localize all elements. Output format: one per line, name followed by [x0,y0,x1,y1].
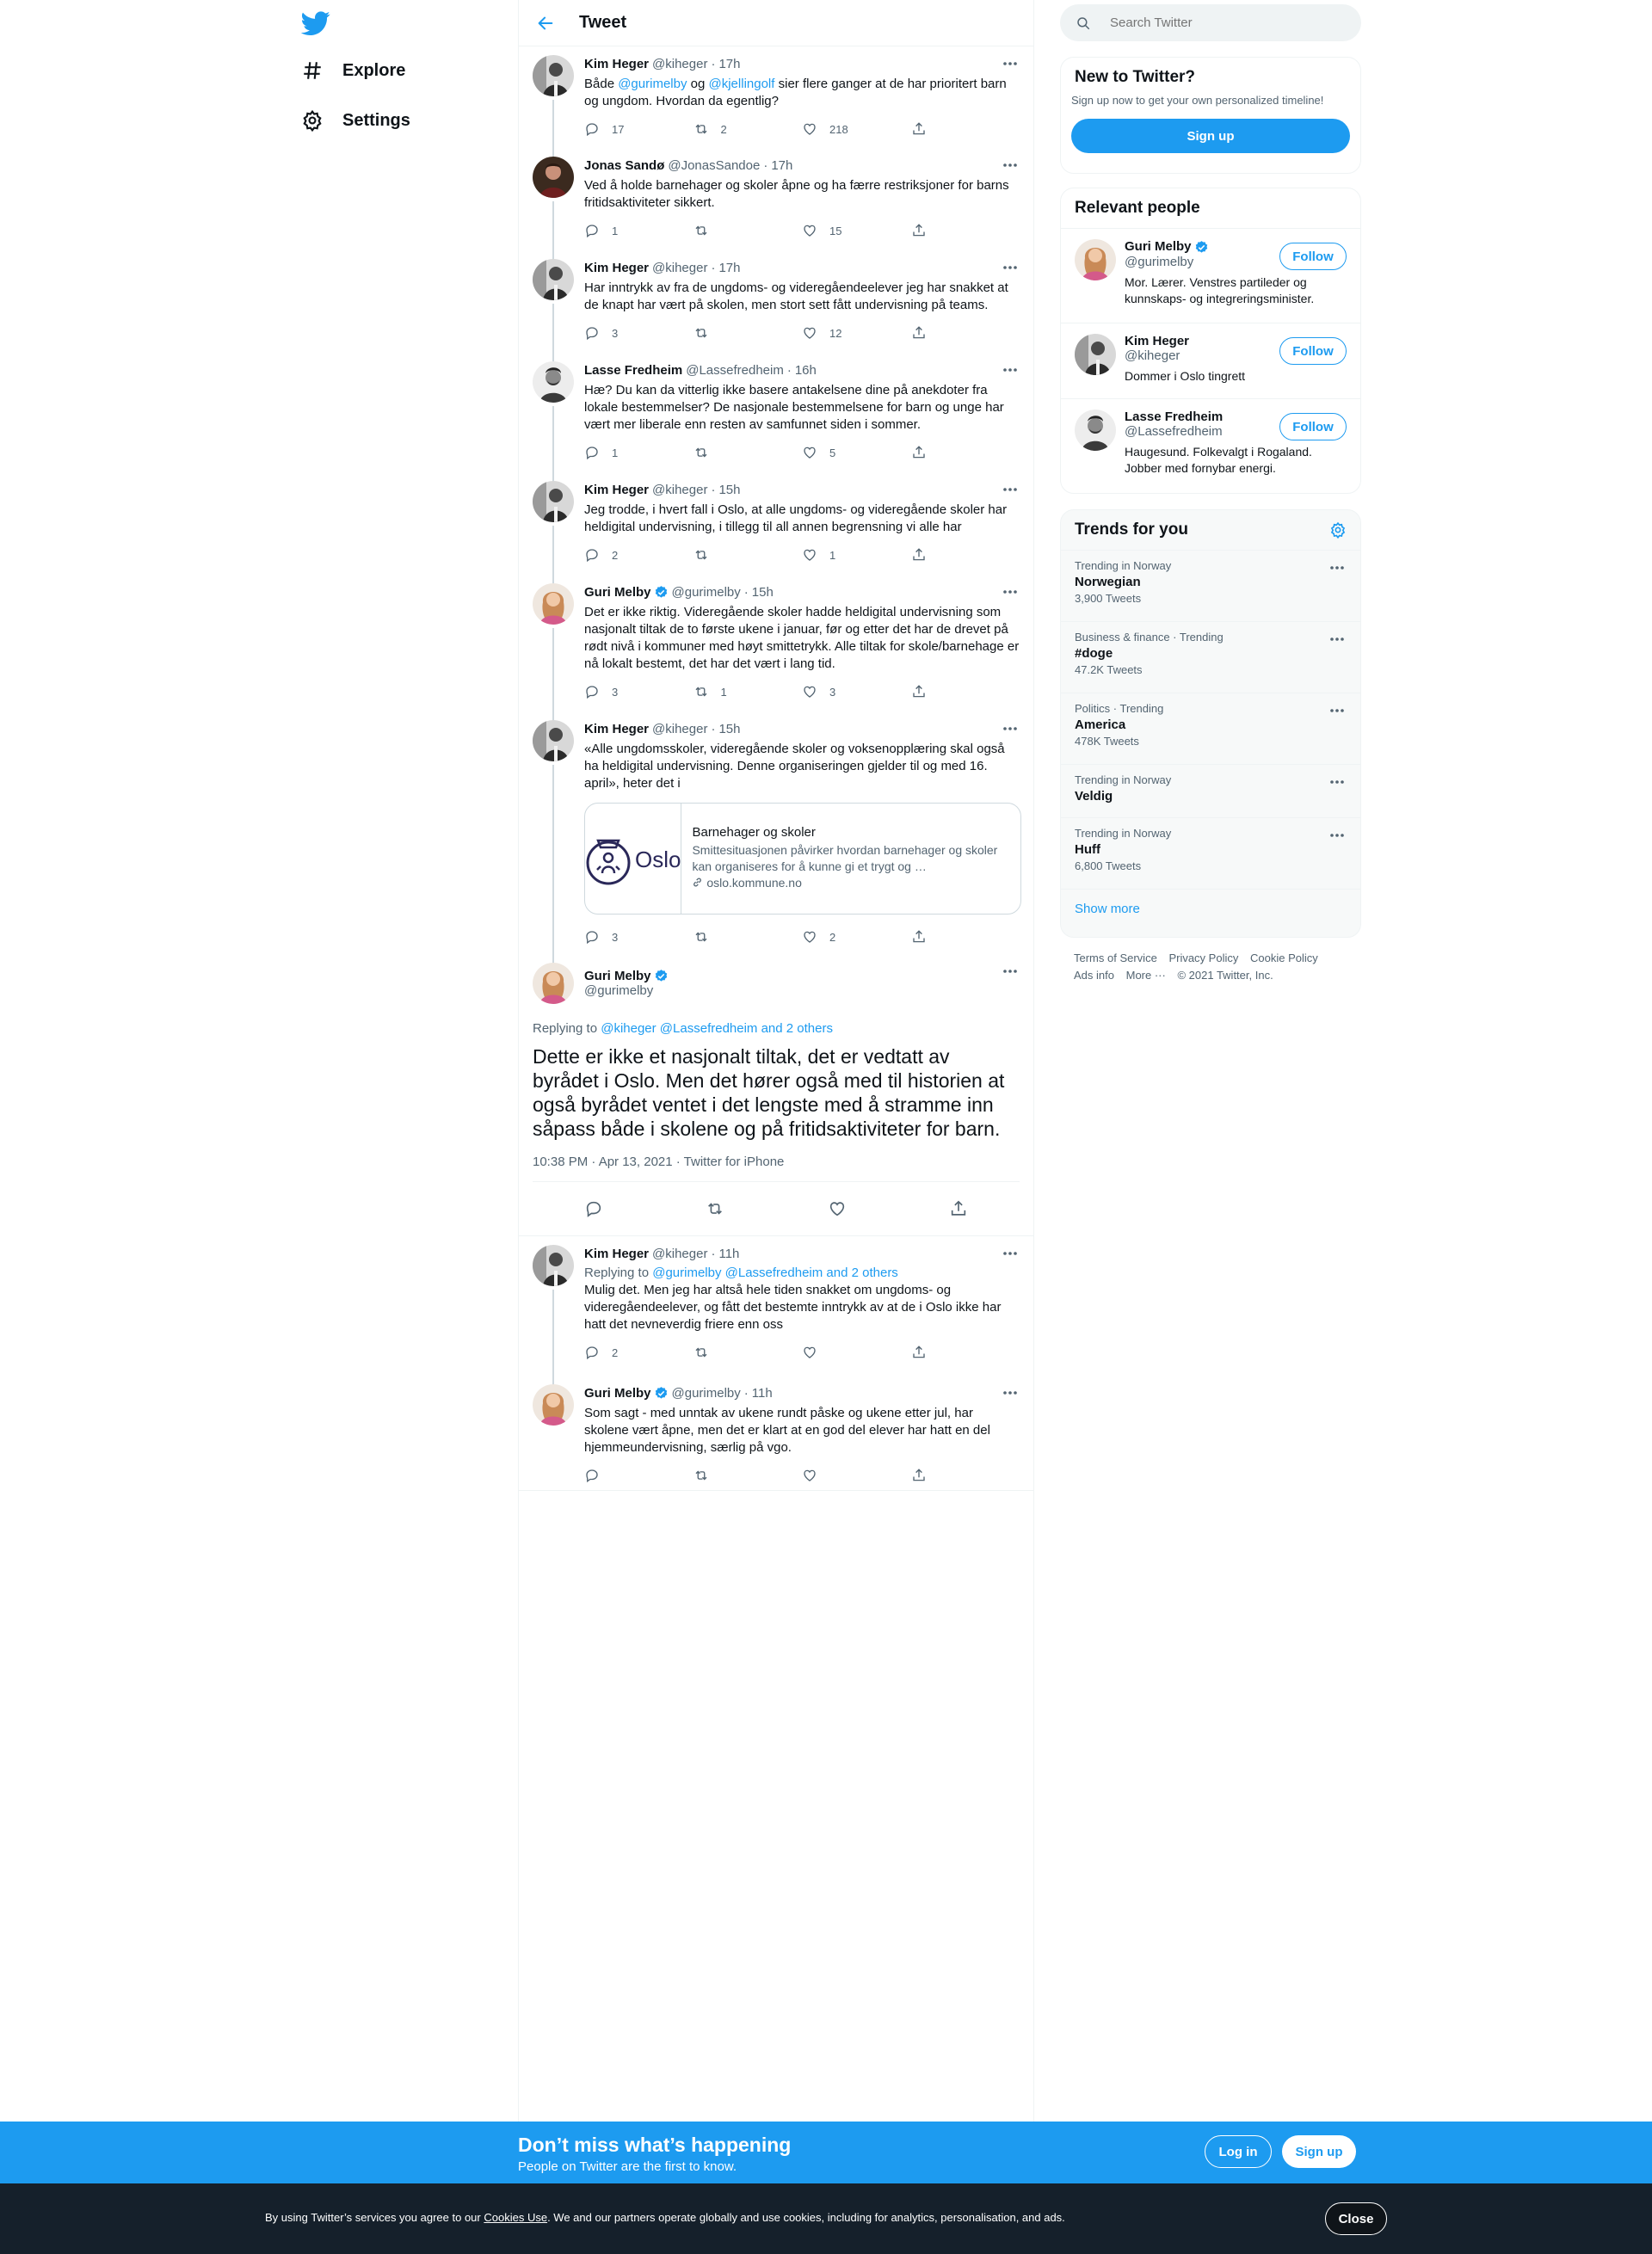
show-more-link[interactable]: Show more [1061,889,1360,928]
thread-line [552,628,554,724]
retweet-icon [693,223,709,238]
footer-link-terms[interactable]: Terms of Service [1074,951,1157,964]
share-button[interactable] [911,223,1020,238]
reply-button[interactable] [584,223,693,238]
gear-icon[interactable] [1329,521,1347,539]
like-count: 5 [829,446,836,459]
thread-line [552,765,554,966]
reply-tweet[interactable] [519,1236,1033,1376]
trend-item[interactable] [1061,764,1360,817]
avatar[interactable] [533,361,574,403]
trend-item[interactable] [1061,550,1360,621]
link-icon [692,877,703,888]
signup-banner-subtitle: People on Twitter are the first to know. [518,2159,737,2174]
trend-context: Trending in Norway [1075,559,1172,572]
tweet-time[interactable]: 17h [718,56,741,71]
author-handle[interactable]: @gurimelby [671,584,741,600]
tweet-time[interactable]: 15h [751,584,774,600]
share-button[interactable] [911,547,1020,563]
share-button[interactable] [911,445,1020,460]
retweet-icon [693,684,709,699]
reply-icon [584,547,600,563]
author-name[interactable]: Kim Heger [584,482,650,497]
author-handle[interactable]: @kiheger [652,721,708,736]
cookie-close-button[interactable]: Close [1325,2202,1387,2235]
follow-button[interactable]: Follow [1279,337,1347,365]
replying-to-links[interactable]: @gurimelby @Lassefredheim and 2 others [652,1266,898,1280]
signup-banner-title: Don’t miss what’s happening [518,2134,792,2156]
heart-icon [802,223,817,238]
heart-icon [802,547,817,563]
person-bio: Dommer i Oslo tingrett [1125,369,1246,383]
trend-name: America [1075,717,1126,732]
retweet-icon [693,1468,709,1483]
more-options-icon[interactable] [1001,964,1020,978]
person-item[interactable] [1061,398,1360,493]
footer-link-privacy[interactable]: Privacy Policy [1168,951,1239,964]
link-card[interactable] [584,803,1021,915]
trend-name: Veldig [1075,789,1113,804]
thread-tweet[interactable] [519,148,1033,250]
tweet-actions [584,1333,1020,1371]
person-name[interactable]: Guri Melby [1125,239,1192,254]
separator-dot: · [763,157,768,173]
focal-author-row[interactable] [584,969,669,983]
login-button[interactable]: Log in [1205,2135,1272,2168]
reply-icon [584,1345,600,1360]
verified-badge-icon [654,1386,669,1401]
like-count: 2 [829,930,836,944]
thread-tweet[interactable] [519,575,1033,711]
avatar[interactable] [533,963,574,1004]
nav-label-settings: Settings [342,110,410,130]
thread-tweet[interactable] [519,353,1033,472]
trend-context: Business & finance · Trending [1075,631,1224,644]
trend-context: Politics · Trending [1075,702,1164,715]
person-item[interactable] [1061,228,1360,323]
tweet-time[interactable]: 17h [718,260,741,275]
retweet-button[interactable] [693,1345,803,1360]
retweet-count: 1 [720,685,727,699]
tweet-text: Hæ? Du kan da vitterlig ikke basere antakelsene dine på anekdoter fra lokale bestemmelser? De nasjonale bestemmelsene for barn og unge har vært mer liberale enn resten av samfunnet siden i sommer. [584,383,1004,432]
retweet-count: 2 [720,122,727,136]
avatar[interactable] [533,259,574,300]
new-to-twitter-title: New to Twitter? [1075,68,1196,86]
thread-tweet[interactable] [519,472,1033,575]
author-name[interactable]: Guri Melby [584,1385,651,1401]
author-name[interactable]: Kim Heger [584,1246,650,1261]
trends-title: Trends for you [1075,520,1188,539]
tweet-time[interactable]: 15h [718,721,741,736]
tweet-text: Har inntrykk av fra de ungdoms- og videregåendeelever jeg har snakket at de knapt har vært på skolen, men stort sett fått undervisning på teams. [584,280,1008,312]
like-count: 12 [829,326,842,340]
share-button[interactable] [911,929,1020,945]
main-column [518,0,1034,2122]
hashtag-icon [301,59,324,82]
card-thumbnail-wordmark: Oslo [635,846,681,872]
replying-to-links[interactable]: @kiheger @Lassefredheim and 2 others [601,1021,833,1036]
reply-count: 2 [612,1346,619,1359]
author-name[interactable]: Jonas Sandø [584,157,665,173]
cookies-use-link[interactable]: Cookies Use [484,2211,548,2224]
retweet-icon[interactable] [706,1199,724,1218]
signup-button[interactable]: Sign up [1282,2135,1356,2168]
separator-dot: · [711,482,716,497]
tweet-actions [584,1456,1020,1494]
reply-icon [584,325,600,341]
heart-icon [802,121,817,137]
author-handle[interactable]: @gurimelby [584,983,654,998]
search-input[interactable] [1110,15,1342,30]
more-options-icon[interactable] [1001,261,1020,274]
tweet-text: «Alle ungdomsskoler, videregående skoler og voksenopplæring skal også ha heldigital undervisning. Denne organiseringen gjelder til og med 16. april», heter det i [584,742,1005,791]
avatar[interactable] [533,1245,574,1286]
like-button[interactable] [802,684,911,699]
card-thumbnail [585,804,681,915]
reply-count: 3 [612,685,619,699]
new-to-twitter-panel [1060,57,1361,174]
heart-icon [802,445,817,460]
reply-button[interactable] [584,684,693,699]
share-icon [911,1345,927,1360]
tweet-time[interactable]: 11h [751,1385,773,1401]
card-url [692,875,1010,891]
avatar[interactable] [533,481,574,522]
tweet-text: Som sagt - med unntak av ukene rundt påske og ukene etter jul, har skolene vært åpne, men det er klart at en god del elever har hatt en del hjemmeundervisning, særlig på vgo. [584,1406,990,1455]
new-to-twitter-subtitle: Sign up now to get your own personalized timeline! [1071,94,1324,107]
nav-item-settings[interactable] [301,102,410,139]
reply-button[interactable] [584,445,693,460]
author-name[interactable]: Kim Heger [584,56,650,71]
sidebar-signup-button[interactable]: Sign up [1071,119,1350,153]
avatar[interactable] [533,720,574,761]
author-handle[interactable]: @JonasSandoe [668,157,761,173]
author-name[interactable]: Guri Melby [584,584,651,600]
person-handle[interactable]: @gurimelby [1125,254,1194,269]
tweet-time[interactable]: 16h [794,362,817,378]
heart-icon [802,325,817,341]
more-options-icon[interactable] [1001,722,1020,736]
reply-count: 17 [612,122,625,136]
person-item[interactable] [1061,323,1360,398]
follow-button[interactable]: Follow [1279,243,1347,270]
trend-context: Trending in Norway [1075,827,1172,840]
trend-count: 478K Tweets [1075,735,1139,748]
person-handle[interactable]: @Lassefredheim [1125,424,1223,439]
person-bio: Haugesund. Folkevalgt i Rogaland. Jobber med fornybar energi. [1125,445,1312,475]
author-name[interactable]: Lasse Fredheim [584,362,683,378]
tweet-actions [584,110,1020,148]
like-button[interactable] [802,1345,911,1360]
share-icon [911,325,927,341]
share-icon [911,1468,927,1483]
mention-link[interactable]: @kjellingolf [708,77,775,91]
heart-icon [802,1468,817,1483]
reply-count: 3 [612,326,619,340]
reply-count: 1 [612,446,619,459]
thread-tweet[interactable] [519,250,1033,353]
footer-link-ads[interactable]: Ads info [1074,969,1114,982]
reply-icon [584,223,600,238]
retweet-button[interactable] [693,121,803,137]
retweet-icon [693,121,709,137]
more-options-icon[interactable] [1001,585,1020,599]
oslo-seal-icon [585,832,632,887]
verified-badge-icon [1194,240,1209,255]
separator-dot: · [743,584,749,600]
footer-link-cookie[interactable]: Cookie Policy [1249,951,1318,964]
trend-count: 3,900 Tweets [1075,592,1142,605]
nav-item-explore[interactable] [301,52,405,89]
separator-dot: · [743,1385,749,1401]
separator-dot: · [711,721,716,736]
heart-icon [802,929,817,945]
verified-badge-icon [654,585,669,600]
separator-dot: · [711,260,716,275]
search-bar[interactable] [1060,4,1361,41]
page-title: Tweet [579,13,627,32]
footer-link-more[interactable]: More ··· [1125,969,1166,982]
tweet-actions [584,536,1020,574]
reply-button[interactable] [584,547,693,563]
author-name[interactable]: Kim Heger [584,721,650,736]
retweet-icon [693,325,709,341]
reply-button[interactable] [584,121,693,137]
reply-tweet[interactable] [519,1376,1033,1491]
replying-to: Replying to @gurimelby @Lassefredheim and 2 others [584,1266,898,1280]
share-icon[interactable] [949,1199,968,1218]
nav-label-explore: Explore [342,60,406,80]
trend-item[interactable] [1061,693,1360,764]
tweet-text: Ved å holde barnehager og skoler åpne og ha færre restriksjoner for barns fritidsaktiviteter sikkert. [584,178,1009,210]
focal-tweet [519,954,1033,1236]
retweet-button[interactable] [693,929,803,945]
like-button[interactable] [802,121,911,137]
share-button[interactable] [911,1468,1020,1483]
cookie-banner [0,2183,1652,2254]
share-icon [911,684,927,699]
avatar[interactable] [533,157,574,198]
more-options-icon[interactable] [1001,483,1020,496]
tweet-text: Mulig det. Men jeg har altså hele tiden snakket om ungdoms- og videregåendeelever, og fått det bestemte inntrykk av at de i Oslo ikke har hatt det nevneverdig friere enn oss [584,1283,1002,1332]
focal-actions [533,1182,1020,1235]
more-options-icon[interactable] [1328,561,1347,575]
tweet-time[interactable]: 17h [771,157,793,173]
person-handle[interactable]: @kiheger [1125,348,1180,363]
column-header [519,0,1033,46]
focal-tweet-text: Dette er ikke et nasjonalt tiltak, det er vedtatt av byrådet i Oslo. Men det hører også med til historien at også byrådet ventet i det lengste med å stramme inn såpass både i skolene og på fritidsaktiviteter for barn. [533,1045,1005,1140]
share-button[interactable] [911,1345,1020,1360]
reply-icon [584,121,600,137]
separator-dot: · [711,1246,716,1261]
separator-dot: · [786,362,792,378]
person-bio: Mor. Lærer. Venstres partileder og kunnskaps- og integreringsminister. [1125,274,1315,305]
more-options-icon[interactable] [1001,158,1020,172]
more-options-icon[interactable] [1001,57,1020,71]
trend-context: Trending in Norway [1075,773,1172,786]
mention-link[interactable]: @gurimelby [618,77,687,91]
more-options-icon[interactable] [1328,704,1347,717]
heart-icon[interactable] [828,1199,847,1218]
more-options-icon[interactable] [1328,775,1347,789]
avatar[interactable] [1075,239,1116,280]
reply-icon [584,1468,600,1483]
like-button[interactable] [802,547,911,563]
share-icon [911,121,927,137]
trend-name: Huff [1075,842,1100,857]
like-button[interactable] [802,325,911,341]
author-handle[interactable]: @kiheger [652,482,708,497]
replying-to: Replying to @kiheger @Lassefredheim and 2 others [533,1021,833,1036]
more-options-icon[interactable] [1328,632,1347,646]
retweet-icon [693,929,709,945]
verified-badge-icon [654,969,669,983]
share-button[interactable] [911,684,1020,699]
author-handle[interactable]: @kiheger [652,56,708,71]
search-icon [1076,15,1091,31]
cookie-text: By using Twitter’s services you agree to our Cookies Use. We and our partners operate globally and use cookies, including for analytics, personalisation, and ads. [265,2211,1065,2224]
footer-links [1074,950,1349,984]
reply-icon [584,684,600,699]
more-options-icon[interactable] [1001,1386,1020,1400]
reply-count: 3 [612,930,619,944]
relevant-people-title: Relevant people [1075,199,1200,217]
like-button[interactable] [802,445,911,460]
like-count: 3 [829,685,836,699]
thread-tweet[interactable] [519,46,1033,148]
like-count: 15 [829,224,842,237]
trend-item[interactable] [1061,817,1360,889]
retweet-icon [693,547,709,563]
reply-button[interactable] [584,929,693,945]
trend-name: #doge [1075,646,1113,661]
avatar[interactable] [533,55,574,96]
share-button[interactable] [911,325,1020,341]
person-name[interactable]: Lasse Fredheim [1125,410,1224,424]
avatar[interactable] [1075,334,1116,375]
share-icon [911,445,927,460]
tweet-text: Både @gurimelby og @kjellingolf sier flere ganger at de har prioritert barn og ungdom. Hvordan da egentlig? [584,77,1007,108]
signup-banner [0,2122,1652,2183]
share-icon [911,547,927,563]
author-name[interactable]: Guri Melby [584,969,651,983]
like-button[interactable] [802,929,911,945]
more-options-icon[interactable] [1001,1247,1020,1260]
trend-item[interactable] [1061,621,1360,693]
reply-button[interactable] [584,1468,693,1483]
thread-tweet[interactable] [519,711,1033,954]
reply-count: 2 [612,548,619,562]
author-name[interactable]: Kim Heger [584,260,650,275]
like-button[interactable] [802,223,911,238]
trend-count: 47.2K Tweets [1075,663,1143,676]
avatar[interactable] [533,583,574,625]
tweet-text: Jeg trodde, i hvert fall i Oslo, at alle ungdoms- og videregående skoler har heldigital undervisning, i tillegg til all annen begrensning vi alle har [584,502,1008,534]
heart-icon [802,684,817,699]
retweet-button[interactable] [693,325,803,341]
reply-icon[interactable] [584,1199,603,1218]
author-handle[interactable]: @gurimelby [671,1385,741,1401]
tweet-actions [584,212,1020,249]
trend-count: 6,800 Tweets [1075,859,1142,872]
retweet-button[interactable] [693,547,803,563]
like-button[interactable] [802,1468,911,1483]
footer-copyright: © 2021 Twitter, Inc. [1177,969,1273,982]
like-count: 218 [829,122,848,136]
trends-panel [1060,509,1361,938]
tweet-timestamp[interactable]: 10:38 PM · Apr 13, 2021 · Twitter for iPhone [533,1155,1020,1182]
twitter-bird-icon[interactable] [301,9,330,38]
share-icon [911,223,927,238]
reply-icon [584,929,600,945]
relevant-people-panel [1060,188,1361,494]
heart-icon [802,1345,817,1360]
person-name[interactable]: Kim Heger [1125,334,1190,348]
retweet-button[interactable] [693,445,803,460]
like-count: 1 [829,548,836,562]
avatar[interactable] [1075,410,1116,451]
author-handle[interactable]: @kiheger [652,260,708,275]
more-options-icon[interactable] [1328,828,1347,842]
retweet-button[interactable] [693,1468,803,1483]
avatar[interactable] [533,1384,574,1426]
share-button[interactable] [911,121,1020,137]
card-url-text: oslo.kommune.no [706,876,802,890]
thread-line [552,1290,554,1388]
reply-icon [584,445,600,460]
tweet-actions [584,314,1020,352]
tweet-actions [584,918,1020,956]
retweet-icon [693,1345,709,1360]
tweet-time[interactable]: 15h [718,482,741,497]
more-options-icon[interactable] [1001,363,1020,377]
reply-button[interactable] [584,1345,693,1360]
tweet-actions [584,673,1020,711]
retweet-button[interactable] [693,684,803,699]
separator-dot: · [711,56,716,71]
author-handle[interactable]: @Lassefredheim [686,362,784,378]
follow-button[interactable]: Follow [1279,413,1347,440]
retweet-icon [693,445,709,460]
retweet-button[interactable] [693,223,803,238]
author-handle[interactable]: @kiheger [652,1246,708,1261]
card-title: Barnehager og skoler [692,825,816,840]
tweet-text: Det er ikke riktig. Videregående skoler hadde heldigital undervisning som nasjonalt tiltak de to første ukene i januar, før og etter det har de drevet på rødt nivå i kommuner med høyt smittetrykk. Alle tiltak for skole/barnehage er nå lokalt bestemt, det har det vært i lang tid. [584,605,1020,671]
tweet-actions [584,434,1020,471]
trend-name: Norwegian [1075,575,1141,589]
arrow-left-icon[interactable] [536,14,555,33]
reply-count: 1 [612,224,619,237]
tweet-time[interactable]: 11h [718,1246,740,1261]
card-description: Smittesituasjonen påvirker hvordan barnehager og skoler kan organiseres for å kunne gi et trygt og … [692,843,998,873]
share-icon [911,929,927,945]
gear-icon [301,109,324,132]
reply-button[interactable] [584,325,693,341]
